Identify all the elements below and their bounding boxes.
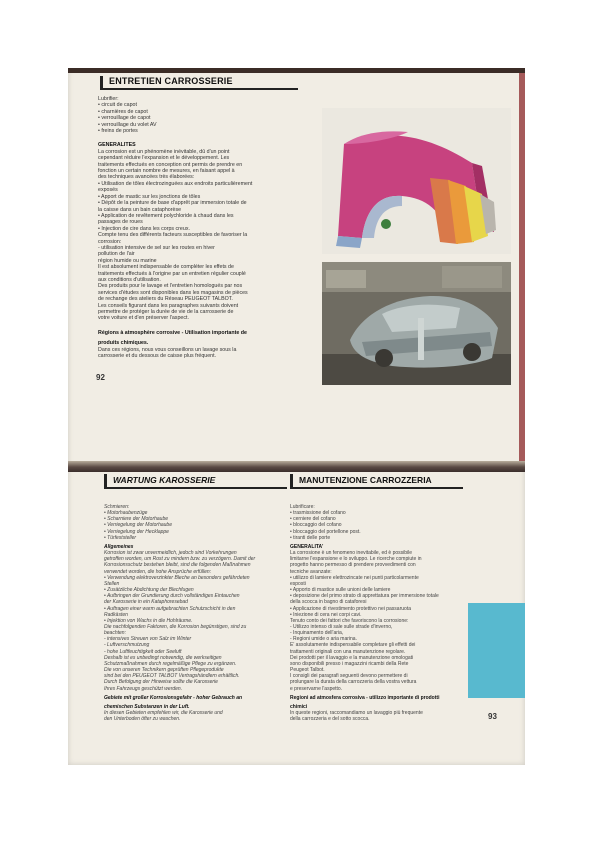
text-line: • Verriegelung der Hecklappe [104, 528, 169, 535]
text-line: Korrosionsschutz bestehen bleibt, sind die folgenden Maßnahmen [104, 562, 251, 569]
text-line: beachten: [104, 630, 126, 637]
text-line: • cerniere del cofano [290, 516, 336, 523]
text-line: • bloccaggio del portellone post. [290, 528, 361, 535]
text-line: prolungare la durata della carrozzeria della vostra vettura [290, 679, 417, 686]
text-line: services d'études sont disponibles dans les magasins de pièces [98, 289, 248, 296]
text-line: passages de roues [98, 219, 143, 226]
subheading-line: Regioni ad atmosfera corrosiva - utilizzo importante di prodotti [290, 694, 440, 701]
text-line: • Application de revêtement polychloride à chaud dans les [98, 212, 234, 219]
subheading-line: GENERALITA' [290, 543, 324, 550]
text-line: - intensives Streuen von Salz im Winter [104, 636, 192, 643]
text-line: Des produits pour le lavage et l'entretien homologués par nos [98, 283, 243, 290]
text-line: • Türfeststeller [104, 534, 137, 541]
french-section-heading [100, 76, 298, 90]
text-line: • circuit de capot [98, 102, 137, 109]
german-section-heading [104, 474, 287, 489]
text-line: Stellen [104, 580, 120, 587]
scanned-page-spread [68, 68, 525, 765]
page-edge-shadow [519, 73, 525, 461]
text-line: traitements effectués en conception ont permis de prendre en [98, 161, 243, 168]
page-number-left: 92 [96, 373, 105, 382]
french-heading-text: ENTRETIEN CARROSSERIE [109, 76, 233, 86]
text-line: aux conditions d'utilisation. [98, 276, 161, 283]
scan-top-shadow [68, 68, 525, 73]
text-line: limitarne l'espansione e lo sviluppo. Le ricerche compiute in [290, 556, 422, 563]
text-line: • freins de portes [98, 128, 138, 135]
text-line: fonction un certain nombre de mesures, en faisant appel à [98, 168, 235, 175]
french-body-text [98, 96, 294, 359]
text-line: Peugeot Talbot. [290, 667, 325, 674]
text-line: traitements effectués à l'origine par un entretien régulier couplé [98, 270, 246, 277]
text-line: exposés [98, 187, 118, 194]
text-line: La corrosione è un fenomeno inevitabile, ed è possibile [290, 550, 413, 557]
text-line: progetto hanno permesso di prendere provvedimenti con [290, 562, 416, 569]
body-shell-factory-photo [322, 262, 511, 385]
wheel-arch-cutaway-illustration [322, 108, 511, 254]
italian-section-heading [290, 474, 463, 489]
text-line: • charnières de capot [98, 108, 148, 115]
text-line: E' assolutamente indispensabile completare gli effetti dei [290, 642, 416, 649]
text-line: cependant réduire l'expansion et le développement. Les [98, 155, 230, 162]
text-line: • trasmissione del cofano [290, 510, 346, 517]
blue-thumb-tab [468, 603, 525, 698]
text-line: della carrozzeria e del sotto scocca. [290, 716, 370, 723]
text-line: der Karosserie in ein Kataphoresebad [104, 599, 188, 606]
text-line: carrosserie et du dessous de caisse plus fréquent. [98, 353, 217, 360]
text-line: permettre de protéger la durée de vie de la carrosserie de [98, 309, 234, 315]
text-line: - hohe Luftfeuchtigkeit oder Seeluft [104, 648, 182, 655]
text-line: votre voiture et d'en préserver l'aspect. [98, 315, 189, 322]
text-line: tecniche avanzate: [290, 568, 332, 575]
text-line: • Motorhaubenzüge [104, 510, 148, 517]
text-line: • Injektion von Wachs in die Hohlräume. [104, 617, 193, 624]
text-line: e preservarne l'aspetto. [290, 685, 343, 692]
text-line: La corrosion est un phénomène inévitable, dû d'un point [98, 148, 230, 155]
text-line: • Scharniere der Motorhaube [104, 516, 169, 523]
text-line: sind bei den PEUGEOT TALBOT Vertragshändlern erhältlich. [104, 673, 240, 680]
text-line: • Auftragen einer warm aufgebrachten Schutzschicht in den [104, 605, 236, 612]
text-line: • utilizzo di lamiere elettrozincate nei punti particolarmente [290, 574, 419, 581]
text-line: - Inquinamento dell'aria, [290, 630, 344, 637]
text-line: Il est absolument indispensable de compléter les effets de [98, 264, 234, 271]
page-spread-fold [68, 461, 525, 472]
text-line: In queste regioni, raccomandiamo un lavaggio più frequente [290, 710, 423, 716]
text-line: getroffen worden, um Rost zu mindern bzw. zu verzögern. Damit der [104, 556, 256, 563]
text-line: della scocca in bagno di cataforesi [290, 599, 367, 606]
text-line: trattamenti originali con una manutenzione regolare. [290, 648, 406, 655]
text-line: • Apport de mastic sur les jonctions de tôles [98, 193, 201, 200]
german-body-text [104, 504, 288, 722]
text-line: Dei prodotti per il lavaggio e la manutenzione omologati [290, 654, 414, 661]
text-line: • Applicazione di rivestimento protettivo nei passaruota [290, 605, 411, 612]
text-line: Lubrificare: [290, 504, 315, 510]
text-line: • verrouillage du volet AV [98, 121, 157, 128]
paragraph-gap [98, 134, 294, 138]
subheading-line: produits chimiques. [98, 340, 149, 347]
text-line: • Zusätzliche Abdichtung der Blechfugen [104, 587, 194, 594]
subheading-line: Allgemeines [104, 543, 134, 550]
text-line: - Luftverschmutzung [104, 642, 150, 649]
text-line: den Unterboden öfter zu waschen. [104, 716, 181, 723]
text-line: Die von unseren Technikern geprüften Pflegeprodukte [104, 667, 224, 674]
text-line: In diesen Gebieten empfehlen wir, die Karosserie und [104, 710, 223, 716]
text-line: • bloccaggio del cofano [290, 522, 342, 529]
text-line: région humide ou marine [98, 257, 157, 264]
text-line: sono disponibili presso i magazzini ricambi della Rete [290, 660, 409, 667]
text-line: Ihres Fahrzeugs geschützt werden. [104, 685, 183, 692]
text-line: • deposizione del primo strato di apprettatura per immersione totale [290, 593, 439, 600]
text-line: • Aufbringen der Grundierung durch vollständiges Eintauchen [104, 593, 240, 600]
text-line: Les conseils figurant dans les paragraphes suivants doivent [98, 302, 239, 309]
text-line: • Injection de cire dans les corps creux. [98, 225, 190, 232]
text-line: pollution de l'air [98, 251, 135, 258]
text-line: verwendet worden, die hohe Ansprüche erfüllen: [104, 568, 212, 575]
text-line: Die nachfolgenden Faktoren, die Korrosion begünstigen, sind zu [104, 623, 247, 630]
text-line: • Apporto di mastice sulle unioni delle lamiere [290, 587, 391, 594]
subheading-line: Gebiete mit großer Korrosionsgefahr - hoher Gebrauch an [104, 694, 243, 701]
text-line: • Dépôt de la peinture de base d'apprêt par immersion totale de [98, 200, 247, 207]
subheading-line: GENERALITES [98, 142, 136, 149]
text-line: - utilisation intensive de sel sur les routes en hiver [98, 244, 215, 251]
text-line: des techniques avancées très élaborées: [98, 174, 195, 181]
italian-heading-text: MANUTENZIONE CARROZZERIA [299, 475, 432, 485]
text-line: • Verwendung elektroverzinkter Bleche an besonders gefährdeten [104, 574, 250, 581]
text-line: corrosion: [98, 238, 122, 245]
text-line: Schutzmaßnahmen durch regelmäßige Pflege zu ergänzen. [104, 660, 237, 667]
text-line: Compte tenu des différents facteurs susceptibles de favoriser la [98, 232, 248, 239]
text-line: Deshalb ist es unbedingt notwendig, die werkseitigen [104, 654, 222, 661]
text-line: Schmieren: [104, 504, 130, 510]
subheading-line: chimici [290, 703, 308, 710]
text-line: Dans ces régions, nous vous conseillons un lavage sous la [98, 346, 237, 353]
text-line: • tiranti delle porte [290, 534, 331, 541]
text-line: - Regioni umide o aria marina. [290, 636, 357, 643]
text-line: • Iniezione di cera nei corpi cavi. [290, 611, 362, 618]
text-line: Radkästen [104, 611, 128, 618]
text-line: I consigli dei paragrafi seguenti devono permettere di [290, 673, 408, 680]
text-line: Durch Befolgung der Hinweise sollte die Karosserie [104, 679, 218, 686]
text-line: esposti [290, 580, 306, 587]
text-line: la caisse dans un bain cataphorèse [98, 206, 182, 213]
page-number-right: 93 [488, 712, 497, 721]
subheading-line: chemischen Substanzen in der Luft. [104, 703, 190, 710]
text-line: de rechange des ateliers du Réseau PEUGEOT TALBOT. [98, 296, 233, 303]
text-line: • Verriegelung der Motorhaube [104, 522, 172, 529]
text-line: Lubrifier: [98, 96, 119, 102]
paragraph-gap [98, 322, 294, 326]
german-heading-text: WARTUNG KAROSSERIE [113, 475, 216, 485]
text-line: Tenuto conto dei fattori che favoriscono la corrosione: [290, 617, 409, 624]
subheading-line: Régions à atmosphère corrosive - Utilisation importante de [98, 329, 247, 336]
text-line: Korrosion ist zwar unvermeidlich, jedoch sind Vorkehrungen [104, 550, 237, 557]
text-line: - Utilizzo intenso di sale sulle strade d'inverno, [290, 623, 393, 630]
text-line: • Utilisation de tôles électrozinguées aux endroits particulièrement [98, 180, 253, 187]
text-line: • verrouillage de capot [98, 115, 151, 122]
